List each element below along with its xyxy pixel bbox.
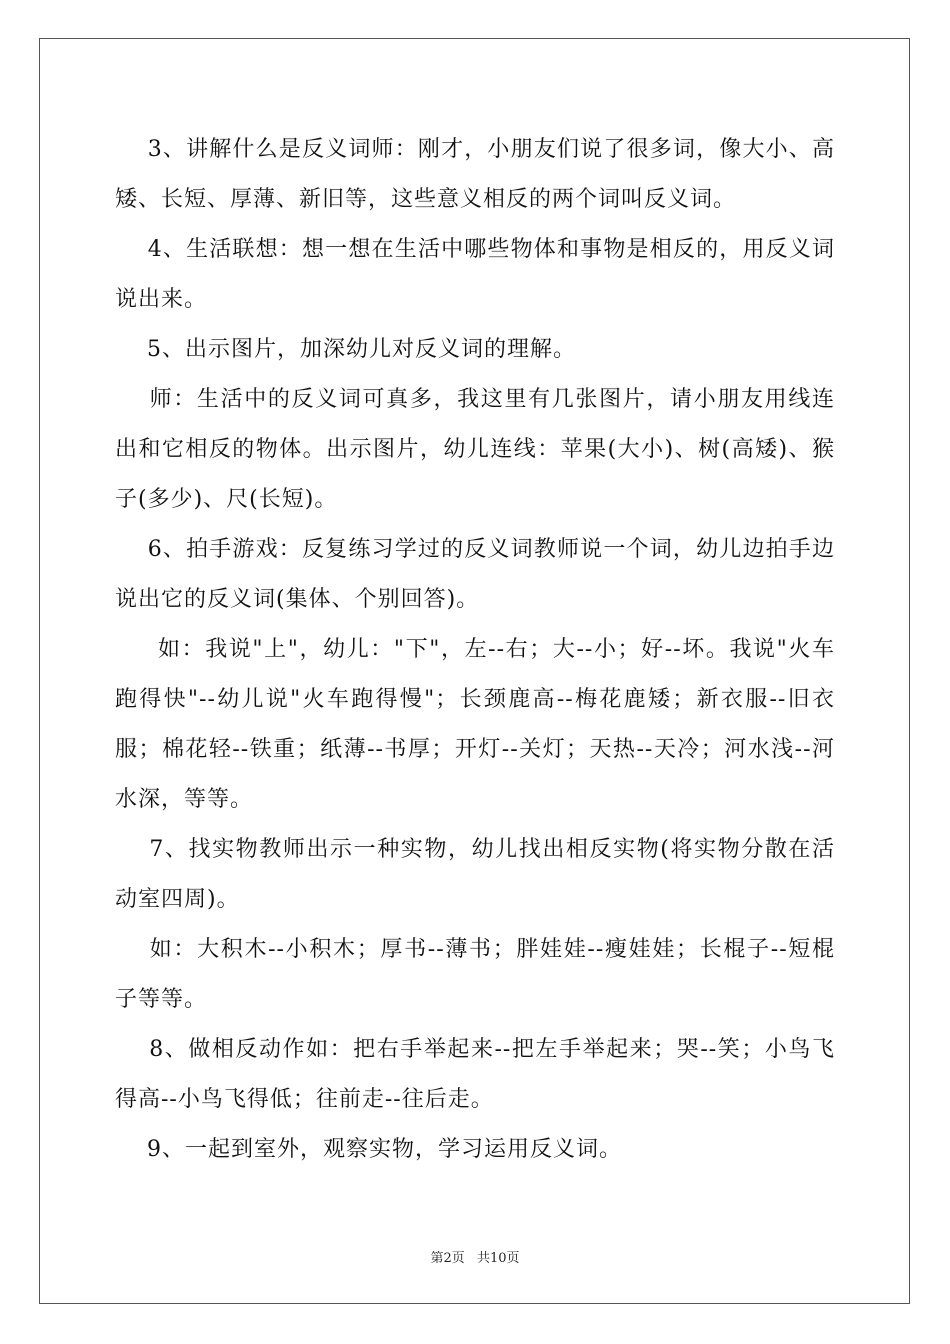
paragraph-step-3: 3、讲解什么是反义词师：刚才，小朋友们说了很多词，像大小、高矮、长短、厚薄、新旧等，这些意义相反的两个词叫反义词。 <box>115 137 835 212</box>
paragraph-clapping-examples: 如：我说"上"，幼儿："下"，左--右；大--小；好--坏。我说"火车跑得快"--幼儿说"火车跑得慢"；长颈鹿高--梅花鹿矮；新衣服--旧衣服；棉花轻--铁重；纸薄--书厚；开灯--关灯；天热--天冷；河水浅--河水深，等等。 <box>115 637 835 812</box>
paragraph-step-7: 7、找实物教师出示一种实物，幼儿找出相反实物(将实物分散在活动室四周)。 <box>115 837 835 912</box>
paragraph-step-9: 9、一起到室外，观察实物，学习运用反义词。 <box>115 1137 622 1162</box>
document-body <box>115 125 835 1175</box>
paragraph-step-8: 8、做相反动作如：把右手举起来--把左手举起来；哭--笑；小鸟飞得高--小鸟飞得低；往前走--往后走。 <box>115 1037 835 1112</box>
page-total: 共10页 <box>476 1251 520 1266</box>
paragraph-step-5: 5、出示图片，加深幼儿对反义词的理解。 <box>115 337 576 362</box>
paragraph-object-examples: 如：大积木--小积木；厚书--薄书；胖娃娃--瘦娃娃；长棍子--短棍子等等。 <box>115 937 835 1012</box>
page-number: 第2页 <box>430 1251 465 1266</box>
paragraph-step-6: 6、拍手游戏：反复练习学过的反义词教师说一个词，幼儿边拍手边说出它的反义词(集体、个别回答)。 <box>115 537 835 612</box>
paragraph-teacher-pictures: 师：生活中的反义词可真多，我这里有几张图片，请小朋友用线连出和它相反的物体。出示图片，幼儿连线：苹果(大小)、树(高矮)、猴子(多少)、尺(长短)。 <box>115 387 835 512</box>
page-footer <box>0 1247 950 1266</box>
paragraph-step-4: 4、生活联想：想一想在生活中哪些物体和事物是相反的，用反义词说出来。 <box>115 237 835 312</box>
